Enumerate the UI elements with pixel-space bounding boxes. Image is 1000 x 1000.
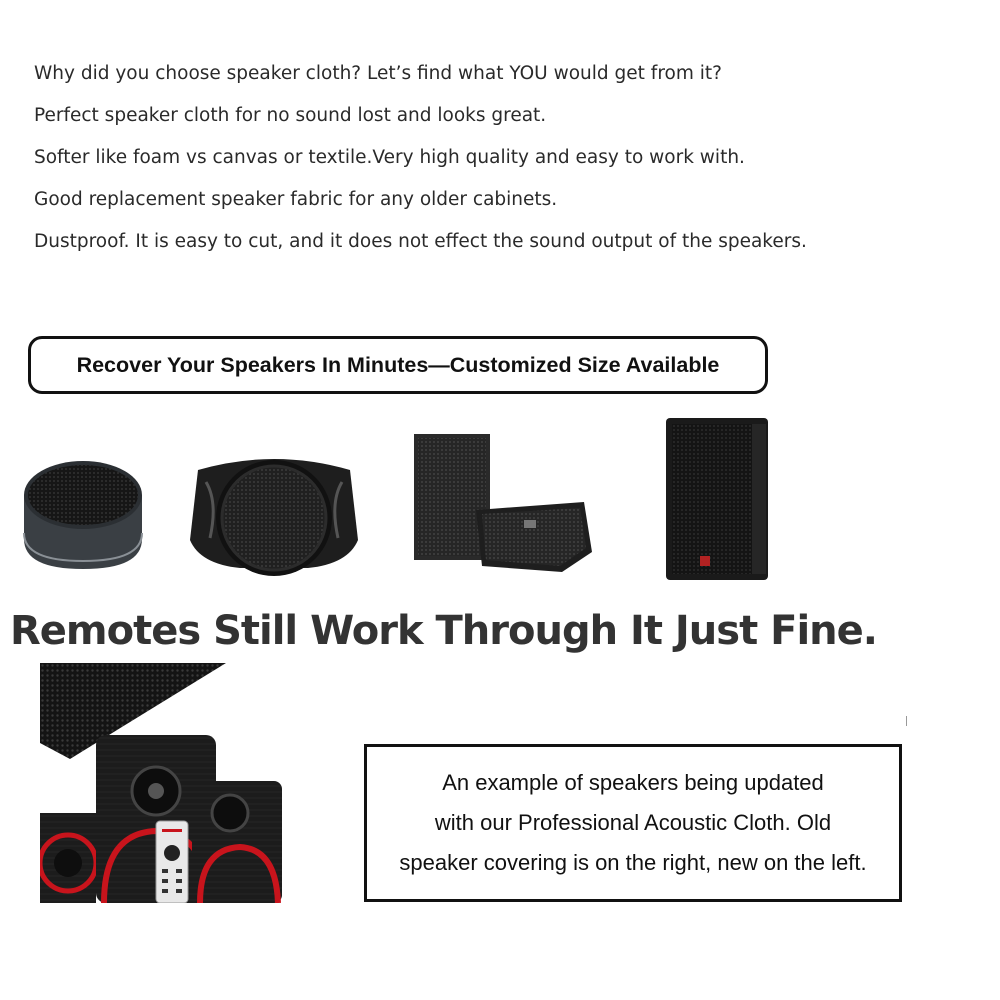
banner-text: Recover Your Speakers In Minutes—Customized Size Available (76, 352, 720, 377)
remotes-headline: Remotes Still Work Through It Just Fine. (10, 608, 877, 654)
intro-line-no-sound-lost: Perfect speaker cloth for no sound lost and looks great. (34, 105, 547, 126)
car-subwoofer-enclosure-image (188, 452, 360, 582)
round-bluetooth-speaker-image (20, 455, 146, 573)
intro-line-softer: Softer like foam vs canvas or textile.Very high quality and easy to work with. (34, 147, 745, 168)
stage-monitor-speakers-image (412, 432, 594, 574)
caption-line-2: with our Professional Acoustic Cloth. Old (434, 810, 832, 835)
divider-mark (906, 716, 907, 726)
intro-line-dustproof: Dustproof. It is easy to cut, and it does not effect the sound output of the speakers. (34, 231, 807, 252)
caption-line-3: speaker covering is on the right, new on the left. (399, 850, 867, 875)
intro-text-block (34, 58, 974, 268)
customized-size-banner (28, 336, 768, 394)
intro-line-replacement: Good replacement speaker fabric for any older cabinets. (34, 189, 558, 210)
pa-cabinet-speaker-image (664, 416, 770, 582)
example-caption-box (364, 744, 902, 902)
caption-line-1: An example of speakers being updated (442, 770, 824, 795)
intro-line-question: Why did you choose speaker cloth? Let’s find what YOU would get from it? (34, 63, 722, 84)
home-theater-speaker-set-image (40, 663, 282, 903)
